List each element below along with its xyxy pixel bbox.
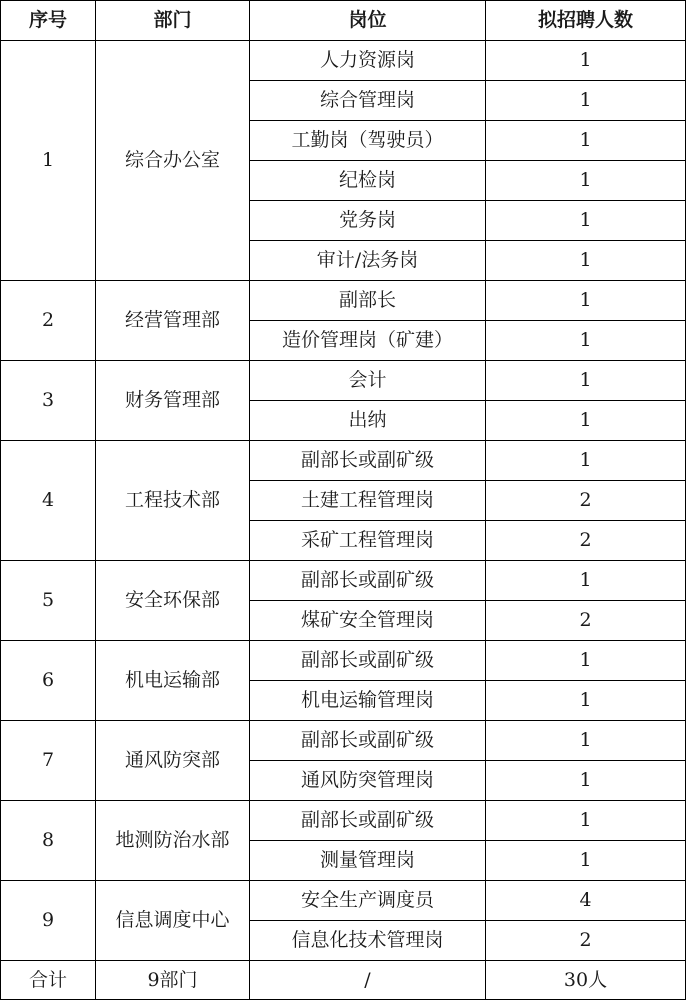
- position-name: 副部长或副矿级: [250, 441, 486, 481]
- total-row: [1, 961, 686, 1000]
- position-name: 工勤岗（驾驶员）: [250, 121, 486, 161]
- header-row: [1, 1, 686, 41]
- position-name: 安全生产调度员: [250, 881, 486, 921]
- recruit-count: 1: [486, 721, 686, 761]
- position-name: 人力资源岗: [250, 41, 486, 81]
- position-name: 综合管理岗: [250, 81, 486, 121]
- department-name: 地测防治水部: [96, 801, 250, 881]
- position-name: 土建工程管理岗: [250, 481, 486, 521]
- table-header: [1, 1, 686, 41]
- table-row: [1, 281, 686, 321]
- department-name: 机电运输部: [96, 641, 250, 721]
- row-number: 1: [1, 41, 96, 281]
- position-name: 党务岗: [250, 201, 486, 241]
- row-number: 8: [1, 801, 96, 881]
- row-number: 7: [1, 721, 96, 801]
- position-name: 副部长或副矿级: [250, 801, 486, 841]
- total-count: 30人: [486, 961, 686, 1000]
- recruit-count: 4: [486, 881, 686, 921]
- recruit-count: 1: [486, 681, 686, 721]
- recruit-count: 2: [486, 921, 686, 961]
- position-name: 煤矿安全管理岗: [250, 601, 486, 641]
- total-position: /: [250, 961, 486, 1000]
- recruit-count: 1: [486, 761, 686, 801]
- total-label: 合计: [1, 961, 96, 1000]
- row-number: 3: [1, 361, 96, 441]
- department-name: 安全环保部: [96, 561, 250, 641]
- position-name: 出纳: [250, 401, 486, 441]
- header-no: 序号: [1, 1, 96, 41]
- recruit-count: 2: [486, 521, 686, 561]
- recruit-count: 1: [486, 401, 686, 441]
- header-position: 岗位: [250, 1, 486, 41]
- position-name: 机电运输管理岗: [250, 681, 486, 721]
- department-name: 经营管理部: [96, 281, 250, 361]
- recruit-count: 1: [486, 841, 686, 881]
- table-footer: [1, 961, 686, 1000]
- recruit-count: 1: [486, 201, 686, 241]
- department-name: 工程技术部: [96, 441, 250, 561]
- table-row: [1, 361, 686, 401]
- total-departments: 9部门: [96, 961, 250, 1000]
- recruit-count: 1: [486, 321, 686, 361]
- header-department: 部门: [96, 1, 250, 41]
- recruit-count: 1: [486, 361, 686, 401]
- position-name: 纪检岗: [250, 161, 486, 201]
- position-name: 副部长或副矿级: [250, 561, 486, 601]
- table-row: [1, 721, 686, 761]
- department-name: 通风防突部: [96, 721, 250, 801]
- table-body: [1, 41, 686, 961]
- row-number: 6: [1, 641, 96, 721]
- table-row: [1, 561, 686, 601]
- recruit-count: 1: [486, 441, 686, 481]
- recruit-count: 1: [486, 801, 686, 841]
- table-row: [1, 441, 686, 481]
- position-name: 测量管理岗: [250, 841, 486, 881]
- position-name: 副部长: [250, 281, 486, 321]
- position-name: 副部长或副矿级: [250, 721, 486, 761]
- recruit-count: 1: [486, 281, 686, 321]
- position-name: 通风防突管理岗: [250, 761, 486, 801]
- row-number: 9: [1, 881, 96, 961]
- department-name: 信息调度中心: [96, 881, 250, 961]
- table-row: [1, 41, 686, 81]
- recruit-count: 2: [486, 601, 686, 641]
- table-row: [1, 801, 686, 841]
- recruit-count: 1: [486, 121, 686, 161]
- position-name: 会计: [250, 361, 486, 401]
- department-name: 综合办公室: [96, 41, 250, 281]
- position-name: 审计/法务岗: [250, 241, 486, 281]
- position-name: 采矿工程管理岗: [250, 521, 486, 561]
- recruit-count: 1: [486, 641, 686, 681]
- recruit-count: 2: [486, 481, 686, 521]
- row-number: 4: [1, 441, 96, 561]
- row-number: 2: [1, 281, 96, 361]
- table-row: [1, 641, 686, 681]
- recruit-count: 1: [486, 81, 686, 121]
- header-count: 拟招聘人数: [486, 1, 686, 41]
- recruit-count: 1: [486, 241, 686, 281]
- position-name: 造价管理岗（矿建）: [250, 321, 486, 361]
- recruit-count: 1: [486, 561, 686, 601]
- department-name: 财务管理部: [96, 361, 250, 441]
- row-number: 5: [1, 561, 96, 641]
- table-row: [1, 881, 686, 921]
- recruit-count: 1: [486, 41, 686, 81]
- recruit-count: 1: [486, 161, 686, 201]
- position-name: 信息化技术管理岗: [250, 921, 486, 961]
- position-name: 副部长或副矿级: [250, 641, 486, 681]
